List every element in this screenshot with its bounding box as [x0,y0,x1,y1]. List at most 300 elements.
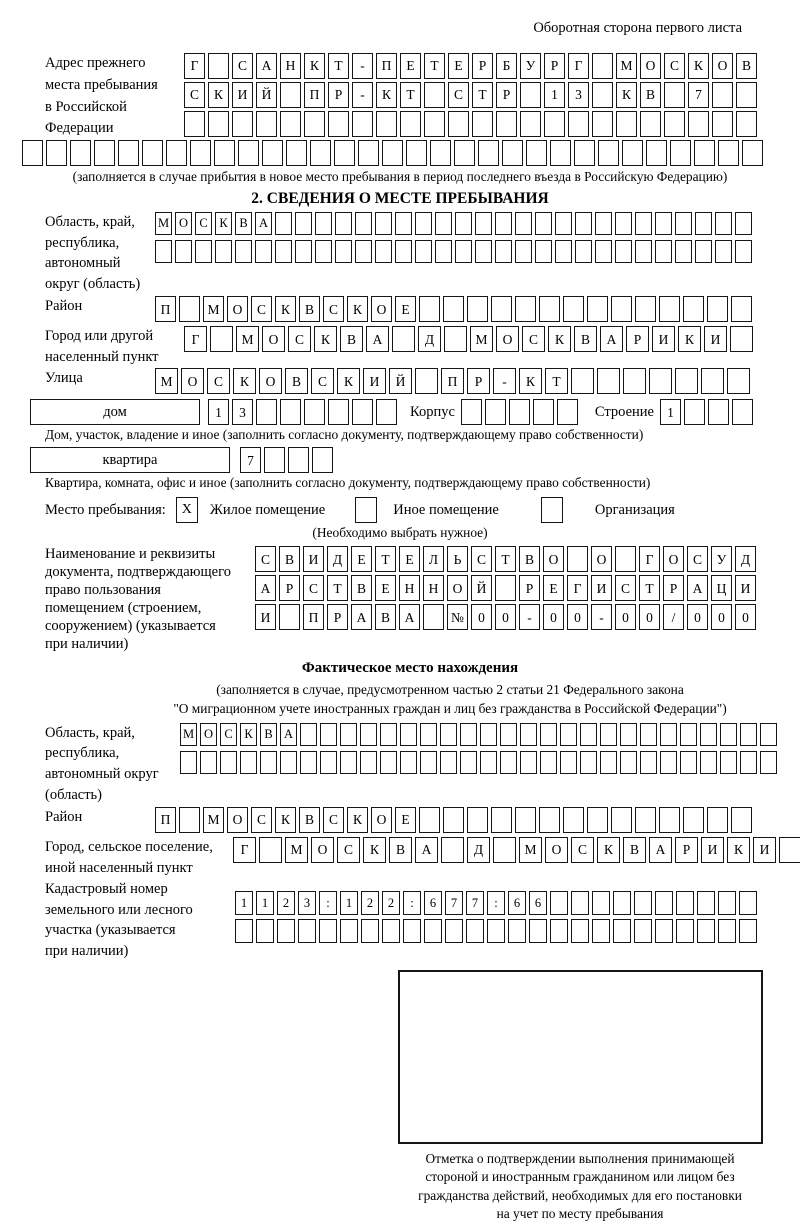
char-box[interactable]: 0 [735,604,756,630]
char-box[interactable] [493,837,516,863]
char-box[interactable] [445,919,463,943]
char-box[interactable] [352,111,373,137]
char-box[interactable]: Т [327,575,348,601]
char-box[interactable] [424,111,445,137]
char-box[interactable]: Т [472,82,493,108]
char-box[interactable]: И [704,326,727,352]
char-box[interactable] [215,240,232,263]
char-box[interactable]: О [227,296,248,322]
char-box[interactable]: 7 [688,82,709,108]
char-box[interactable]: - [519,604,540,630]
char-box[interactable] [380,723,397,746]
char-box[interactable]: Е [351,546,372,572]
char-box[interactable]: 0 [687,604,708,630]
char-box[interactable]: С [232,53,253,79]
char-box[interactable] [480,751,497,774]
char-box[interactable] [540,751,557,774]
char-box[interactable] [675,240,692,263]
char-box[interactable]: М [285,837,308,863]
char-box[interactable] [454,140,475,166]
char-box[interactable] [424,82,445,108]
char-box[interactable] [611,807,632,833]
char-box[interactable] [403,919,421,943]
char-box[interactable] [179,807,200,833]
char-box[interactable]: К [519,368,542,394]
char-box[interactable]: И [363,368,386,394]
char-box[interactable] [520,82,541,108]
char-box[interactable]: А [687,575,708,601]
stay-type-checkbox-dwelling[interactable]: X [176,497,198,523]
char-box[interactable]: Ь [447,546,468,572]
char-box[interactable]: С [184,82,205,108]
char-box[interactable] [500,723,517,746]
char-box[interactable]: Р [496,82,517,108]
char-box[interactable] [419,296,440,322]
char-box[interactable] [288,447,309,473]
char-box[interactable] [701,368,724,394]
char-box[interactable] [526,140,547,166]
char-box[interactable] [727,368,750,394]
char-box[interactable] [730,326,753,352]
char-box[interactable]: А [280,723,297,746]
char-box[interactable] [655,212,672,235]
char-box[interactable] [460,723,477,746]
char-box[interactable] [508,919,526,943]
char-box[interactable]: 1 [235,891,253,915]
char-box[interactable]: А [256,53,277,79]
char-box[interactable]: 7 [445,891,463,915]
char-box[interactable] [535,240,552,263]
char-box[interactable] [715,240,732,263]
char-box[interactable]: А [366,326,389,352]
char-box[interactable]: С [571,837,594,863]
char-box[interactable] [461,399,482,425]
char-box[interactable] [736,82,757,108]
char-box[interactable] [179,296,200,322]
char-box[interactable] [550,919,568,943]
char-box[interactable] [415,368,438,394]
char-box[interactable] [491,296,512,322]
char-box[interactable] [620,723,637,746]
char-box[interactable]: А [255,575,276,601]
char-box[interactable] [695,212,712,235]
char-box[interactable] [400,111,421,137]
char-box[interactable] [718,919,736,943]
char-box[interactable]: О [371,296,392,322]
char-box[interactable]: У [520,53,541,79]
char-box[interactable] [238,140,259,166]
char-box[interactable] [485,399,506,425]
char-box[interactable] [592,919,610,943]
char-box[interactable] [375,240,392,263]
char-box[interactable]: 7 [466,891,484,915]
char-box[interactable]: О [262,326,285,352]
char-box[interactable] [352,399,373,425]
char-box[interactable] [622,140,643,166]
char-box[interactable] [520,751,537,774]
char-box[interactable]: О [227,807,248,833]
char-box[interactable]: 6 [424,891,442,915]
char-box[interactable] [420,751,437,774]
char-box[interactable] [515,807,536,833]
char-box[interactable] [707,296,728,322]
char-box[interactable] [264,447,285,473]
char-box[interactable] [707,807,728,833]
char-box[interactable]: Т [424,53,445,79]
char-box[interactable] [240,751,257,774]
char-box[interactable]: Ц [711,575,732,601]
char-box[interactable]: Т [639,575,660,601]
char-box[interactable] [435,212,452,235]
char-box[interactable] [406,140,427,166]
char-box[interactable]: Р [327,604,348,630]
char-box[interactable]: П [376,53,397,79]
char-box[interactable] [424,919,442,943]
char-box[interactable] [500,751,517,774]
char-box[interactable]: Р [467,368,490,394]
char-box[interactable] [700,751,717,774]
stay-type-checkbox-organization[interactable] [541,497,563,523]
char-box[interactable] [195,240,212,263]
char-box[interactable] [515,240,532,263]
char-box[interactable]: 2 [361,891,379,915]
char-box[interactable]: 0 [567,604,588,630]
char-box[interactable]: : [403,891,421,915]
char-box[interactable] [420,723,437,746]
char-box[interactable] [655,891,673,915]
char-box[interactable] [312,447,333,473]
char-box[interactable]: О [640,53,661,79]
char-box[interactable] [635,296,656,322]
char-box[interactable]: А [351,604,372,630]
char-box[interactable]: Е [395,296,416,322]
char-box[interactable] [515,212,532,235]
char-box[interactable]: : [319,891,337,915]
char-box[interactable]: И [753,837,776,863]
char-box[interactable] [742,140,763,166]
char-box[interactable] [360,751,377,774]
char-box[interactable]: С [288,326,311,352]
char-box[interactable] [520,723,537,746]
char-box[interactable]: Е [448,53,469,79]
char-box[interactable] [529,919,547,943]
char-box[interactable]: 2 [382,891,400,915]
char-box[interactable] [460,751,477,774]
char-box[interactable]: 1 [340,891,358,915]
char-box[interactable] [735,240,752,263]
char-box[interactable]: 3 [298,891,316,915]
char-box[interactable]: А [600,326,623,352]
char-box[interactable] [697,919,715,943]
char-box[interactable] [660,751,677,774]
char-box[interactable] [277,919,295,943]
char-box[interactable] [260,751,277,774]
char-box[interactable] [320,751,337,774]
char-box[interactable]: Е [543,575,564,601]
char-box[interactable] [539,807,560,833]
char-box[interactable] [487,919,505,943]
char-box[interactable] [46,140,67,166]
char-box[interactable]: 1 [256,891,274,915]
char-box[interactable] [395,212,412,235]
char-box[interactable] [94,140,115,166]
char-box[interactable]: 1 [660,399,681,425]
char-box[interactable]: Т [375,546,396,572]
char-box[interactable] [395,240,412,263]
char-box[interactable] [415,240,432,263]
char-box[interactable]: К [688,53,709,79]
char-box[interactable] [358,140,379,166]
char-box[interactable] [304,399,325,425]
char-box[interactable]: - [352,82,373,108]
char-box[interactable]: 0 [471,604,492,630]
char-box[interactable] [280,399,301,425]
char-box[interactable] [664,82,685,108]
char-box[interactable] [675,368,698,394]
char-box[interactable] [634,919,652,943]
char-box[interactable]: С [471,546,492,572]
char-box[interactable]: И [735,575,756,601]
char-box[interactable] [275,240,292,263]
char-box[interactable] [220,751,237,774]
char-box[interactable] [779,837,800,863]
char-box[interactable]: О [311,837,334,863]
char-box[interactable] [475,240,492,263]
char-box[interactable]: М [203,296,224,322]
char-box[interactable] [533,399,554,425]
char-box[interactable] [466,919,484,943]
char-box[interactable] [560,751,577,774]
char-box[interactable]: Е [399,546,420,572]
char-box[interactable]: П [304,82,325,108]
char-box[interactable] [587,807,608,833]
char-box[interactable]: К [597,837,620,863]
char-box[interactable] [443,807,464,833]
char-box[interactable] [595,212,612,235]
char-box[interactable] [480,723,497,746]
char-box[interactable]: 0 [495,604,516,630]
char-box[interactable] [295,240,312,263]
char-box[interactable] [680,723,697,746]
char-box[interactable]: И [701,837,724,863]
char-box[interactable] [304,111,325,137]
char-box[interactable] [736,111,757,137]
char-box[interactable]: Р [328,82,349,108]
char-box[interactable]: Е [395,807,416,833]
char-box[interactable] [295,212,312,235]
char-box[interactable] [683,296,704,322]
char-box[interactable]: О [200,723,217,746]
char-box[interactable] [259,837,282,863]
char-box[interactable] [660,723,677,746]
char-box[interactable]: С [522,326,545,352]
char-box[interactable] [175,240,192,263]
char-box[interactable] [615,240,632,263]
char-box[interactable] [760,751,777,774]
char-box[interactable]: М [203,807,224,833]
char-box[interactable] [635,212,652,235]
char-box[interactable] [355,212,372,235]
char-box[interactable] [732,399,753,425]
char-box[interactable]: М [155,368,178,394]
char-box[interactable] [620,751,637,774]
char-box[interactable]: В [623,837,646,863]
char-box[interactable]: Т [400,82,421,108]
char-box[interactable] [659,296,680,322]
char-box[interactable] [444,326,467,352]
char-box[interactable]: К [275,296,296,322]
char-box[interactable] [340,751,357,774]
char-box[interactable] [683,807,704,833]
char-box[interactable]: Г [233,837,256,863]
char-box[interactable] [275,212,292,235]
char-box[interactable] [190,140,211,166]
char-box[interactable]: Р [675,837,698,863]
char-box[interactable]: Н [280,53,301,79]
char-box[interactable] [515,296,536,322]
char-box[interactable] [540,723,557,746]
char-box[interactable]: О [663,546,684,572]
char-box[interactable] [495,212,512,235]
char-box[interactable]: - [591,604,612,630]
char-box[interactable] [635,807,656,833]
char-box[interactable]: П [155,807,176,833]
char-box[interactable] [688,111,709,137]
char-box[interactable]: К [548,326,571,352]
char-box[interactable] [509,399,530,425]
char-box[interactable] [720,751,737,774]
char-box[interactable] [280,82,301,108]
char-box[interactable]: С [303,575,324,601]
char-box[interactable] [375,212,392,235]
char-box[interactable] [70,140,91,166]
char-box[interactable] [155,240,172,263]
char-box[interactable]: О [175,212,192,235]
char-box[interactable] [184,111,205,137]
char-box[interactable]: О [545,837,568,863]
char-box[interactable]: С [251,296,272,322]
char-box[interactable] [613,891,631,915]
char-box[interactable] [615,546,636,572]
char-box[interactable] [376,399,397,425]
char-box[interactable] [320,723,337,746]
char-box[interactable] [649,368,672,394]
char-box[interactable] [695,240,712,263]
char-box[interactable]: Й [471,575,492,601]
char-box[interactable]: С [323,807,344,833]
char-box[interactable]: А [649,837,672,863]
char-box[interactable] [22,140,43,166]
char-box[interactable] [598,140,619,166]
char-box[interactable] [235,919,253,943]
char-box[interactable]: Р [663,575,684,601]
char-box[interactable] [280,751,297,774]
char-box[interactable]: С [251,807,272,833]
char-box[interactable] [435,240,452,263]
char-box[interactable] [392,326,415,352]
char-box[interactable] [467,296,488,322]
char-box[interactable] [563,296,584,322]
char-box[interactable] [280,111,301,137]
char-box[interactable]: К [727,837,750,863]
char-box[interactable]: Г [639,546,660,572]
char-box[interactable]: И [303,546,324,572]
char-box[interactable] [550,891,568,915]
char-box[interactable] [475,212,492,235]
char-box[interactable] [210,326,233,352]
char-box[interactable]: К [337,368,360,394]
char-box[interactable] [715,212,732,235]
char-box[interactable] [550,140,571,166]
char-box[interactable] [731,807,752,833]
char-box[interactable] [340,919,358,943]
char-box[interactable] [557,399,578,425]
char-box[interactable] [712,82,733,108]
char-box[interactable]: А [399,604,420,630]
char-box[interactable]: К [347,296,368,322]
char-box[interactable]: 3 [568,82,589,108]
char-box[interactable] [279,604,300,630]
char-box[interactable] [300,723,317,746]
char-box[interactable]: О [181,368,204,394]
char-box[interactable] [400,723,417,746]
char-box[interactable]: К [304,53,325,79]
char-box[interactable] [575,212,592,235]
char-box[interactable]: Н [423,575,444,601]
char-box[interactable]: М [616,53,637,79]
char-box[interactable]: В [299,807,320,833]
char-box[interactable]: С [207,368,230,394]
char-box[interactable]: 2 [277,891,295,915]
char-box[interactable] [208,53,229,79]
char-box[interactable] [200,751,217,774]
char-box[interactable]: В [299,296,320,322]
char-box[interactable] [440,751,457,774]
char-box[interactable]: - [352,53,373,79]
char-box[interactable]: Р [519,575,540,601]
char-box[interactable] [298,919,316,943]
char-box[interactable]: : [487,891,505,915]
char-box[interactable]: В [640,82,661,108]
char-box[interactable] [555,240,572,263]
char-box[interactable]: К [275,807,296,833]
char-box[interactable] [563,807,584,833]
char-box[interactable]: К [363,837,386,863]
char-box[interactable]: В [340,326,363,352]
char-box[interactable]: 0 [639,604,660,630]
stay-type-checkbox-other[interactable] [355,497,377,523]
char-box[interactable] [334,140,355,166]
char-box[interactable] [700,723,717,746]
char-box[interactable] [256,111,277,137]
char-box[interactable]: П [155,296,176,322]
char-box[interactable] [255,240,272,263]
char-box[interactable]: О [259,368,282,394]
char-box[interactable]: Н [399,575,420,601]
char-box[interactable] [495,240,512,263]
char-box[interactable] [335,212,352,235]
char-box[interactable] [646,140,667,166]
char-box[interactable] [376,111,397,137]
char-box[interactable]: М [155,212,172,235]
char-box[interactable]: В [375,604,396,630]
char-box[interactable]: И [591,575,612,601]
char-box[interactable]: А [415,837,438,863]
char-box[interactable]: Д [467,837,490,863]
char-box[interactable]: Б [496,53,517,79]
char-box[interactable] [720,723,737,746]
char-box[interactable] [760,723,777,746]
